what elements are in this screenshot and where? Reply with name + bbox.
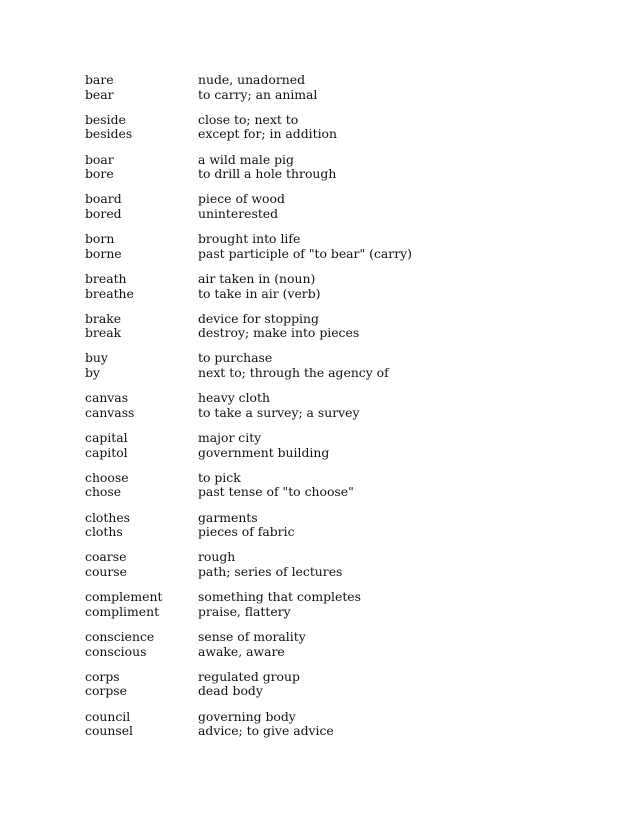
entry-word: canvass — [85, 404, 135, 420]
entry-definition: uninterested — [198, 205, 279, 221]
entry-word: bare — [85, 72, 114, 87]
word-entry-row — [85, 351, 565, 366]
word-pair-group — [85, 431, 565, 460]
entry-word: beside — [85, 111, 126, 127]
word-entry-row — [85, 605, 565, 620]
word-entry-row — [85, 113, 565, 128]
word-pair-group — [85, 192, 565, 221]
entry-definition: sense of morality — [198, 628, 306, 644]
word-entry-row — [85, 207, 565, 222]
entry-word: breath — [85, 270, 127, 286]
entry-word: buy — [85, 350, 108, 366]
entry-word: by — [85, 365, 100, 381]
entry-definition: a wild male pig — [198, 151, 294, 167]
entry-definition: garments — [198, 509, 258, 525]
entry-definition: major city — [198, 430, 262, 446]
word-pair-group — [85, 590, 565, 619]
entry-word: chose — [85, 484, 122, 500]
word-pair-group — [85, 272, 565, 301]
entry-word: besides — [85, 126, 133, 142]
word-pair-group — [85, 73, 565, 102]
word-pair-group — [85, 391, 565, 420]
word-pair-group — [85, 232, 565, 261]
word-entry-row — [85, 192, 565, 207]
entry-definition: except for; in addition — [198, 126, 338, 142]
entry-definition: to take in air (verb) — [198, 285, 321, 301]
word-entry-row — [85, 153, 565, 168]
entry-definition: something that completes — [198, 589, 361, 605]
word-entry-row — [85, 366, 565, 381]
word-entry-row — [85, 446, 565, 461]
entry-word: boar — [85, 151, 114, 167]
word-entry-row — [85, 645, 565, 660]
word-pair-group — [85, 710, 565, 739]
entry-definition: path; series of lectures — [198, 563, 343, 579]
entry-definition: next to; through the agency of — [198, 365, 389, 381]
word-entry-row — [85, 525, 565, 540]
entry-definition: pieces of fabric — [198, 524, 295, 540]
entry-definition: nude, unadorned — [198, 72, 306, 87]
word-entry-row — [85, 630, 565, 645]
entry-word: cloths — [85, 524, 123, 540]
entry-definition: dead body — [198, 683, 263, 699]
entry-definition: awake, aware — [198, 643, 285, 659]
word-entry-row — [85, 272, 565, 287]
entry-word: bored — [85, 205, 122, 221]
word-entry-row — [85, 312, 565, 327]
entry-word: conscious — [85, 643, 147, 659]
entry-definition: device for stopping — [198, 310, 319, 326]
word-entry-row — [85, 167, 565, 182]
entry-definition: governing body — [198, 708, 296, 724]
word-entry-row — [85, 670, 565, 685]
word-entry-row — [85, 88, 565, 103]
word-entry-row — [85, 565, 565, 580]
entry-word: brake — [85, 310, 122, 326]
entry-word: corps — [85, 668, 120, 684]
entry-word: capital — [85, 430, 128, 446]
entry-definition: government building — [198, 444, 330, 460]
word-entry-row — [85, 232, 565, 247]
entry-definition: piece of wood — [198, 191, 285, 207]
word-entry-row — [85, 590, 565, 605]
word-entry-row — [85, 127, 565, 142]
word-pair-group — [85, 351, 565, 380]
word-entry-row — [85, 710, 565, 725]
entry-definition: regulated group — [198, 668, 300, 684]
entry-definition: to take a survey; a survey — [198, 404, 360, 420]
word-pair-group — [85, 670, 565, 699]
word-pair-group — [85, 471, 565, 500]
word-entry-row — [85, 406, 565, 421]
word-entry-row — [85, 684, 565, 699]
word-entry-row — [85, 247, 565, 262]
entry-word: corpse — [85, 683, 127, 699]
word-pair-group — [85, 630, 565, 659]
entry-definition: to pick — [198, 469, 241, 485]
entry-word: council — [85, 708, 131, 724]
word-entry-row — [85, 431, 565, 446]
word-entry-row — [85, 511, 565, 526]
entry-definition: rough — [198, 549, 236, 565]
entry-word: canvas — [85, 390, 129, 406]
word-pair-group — [85, 312, 565, 341]
word-entry-row — [85, 287, 565, 302]
entry-word: course — [85, 563, 127, 579]
entry-definition: heavy cloth — [198, 390, 270, 406]
entry-definition: air taken in (noun) — [198, 270, 316, 286]
entry-word: conscience — [85, 628, 155, 644]
entry-definition: to drill a hole through — [198, 166, 337, 182]
entry-definition: close to; next to — [198, 111, 299, 127]
entry-word: bore — [85, 166, 114, 182]
entry-word: breathe — [85, 285, 134, 301]
word-entry-row — [85, 724, 565, 739]
entry-definition: destroy; make into pieces — [198, 325, 360, 341]
word-pair-group — [85, 550, 565, 579]
entry-definition: past participle of "to bear" (carry) — [198, 245, 412, 261]
entry-word: complement — [85, 589, 163, 605]
word-pair-group — [85, 153, 565, 182]
entry-word: board — [85, 191, 122, 207]
entry-word: born — [85, 231, 115, 247]
word-entry-row — [85, 485, 565, 500]
entry-word: compliment — [85, 603, 160, 619]
entry-word: clothes — [85, 509, 131, 525]
entry-definition: past tense of "to choose" — [198, 484, 354, 500]
entry-word: borne — [85, 245, 122, 261]
word-list — [85, 73, 565, 749]
entry-definition: advice; to give advice — [198, 723, 334, 739]
word-pair-group — [85, 511, 565, 540]
entry-definition: to purchase — [198, 350, 273, 366]
word-entry-row — [85, 391, 565, 406]
entry-word: choose — [85, 469, 129, 485]
word-entry-row — [85, 550, 565, 565]
word-entry-row — [85, 471, 565, 486]
entry-definition: brought into life — [198, 231, 301, 247]
word-pair-group — [85, 113, 565, 142]
word-entry-row — [85, 73, 565, 88]
entry-definition: praise, flattery — [198, 603, 291, 619]
entry-word: coarse — [85, 549, 127, 565]
entry-word: break — [85, 325, 122, 341]
word-entry-row — [85, 326, 565, 341]
entry-definition: to carry; an animal — [198, 86, 318, 102]
entry-word: capitol — [85, 444, 128, 460]
entry-word: counsel — [85, 723, 134, 739]
entry-word: bear — [85, 86, 114, 102]
